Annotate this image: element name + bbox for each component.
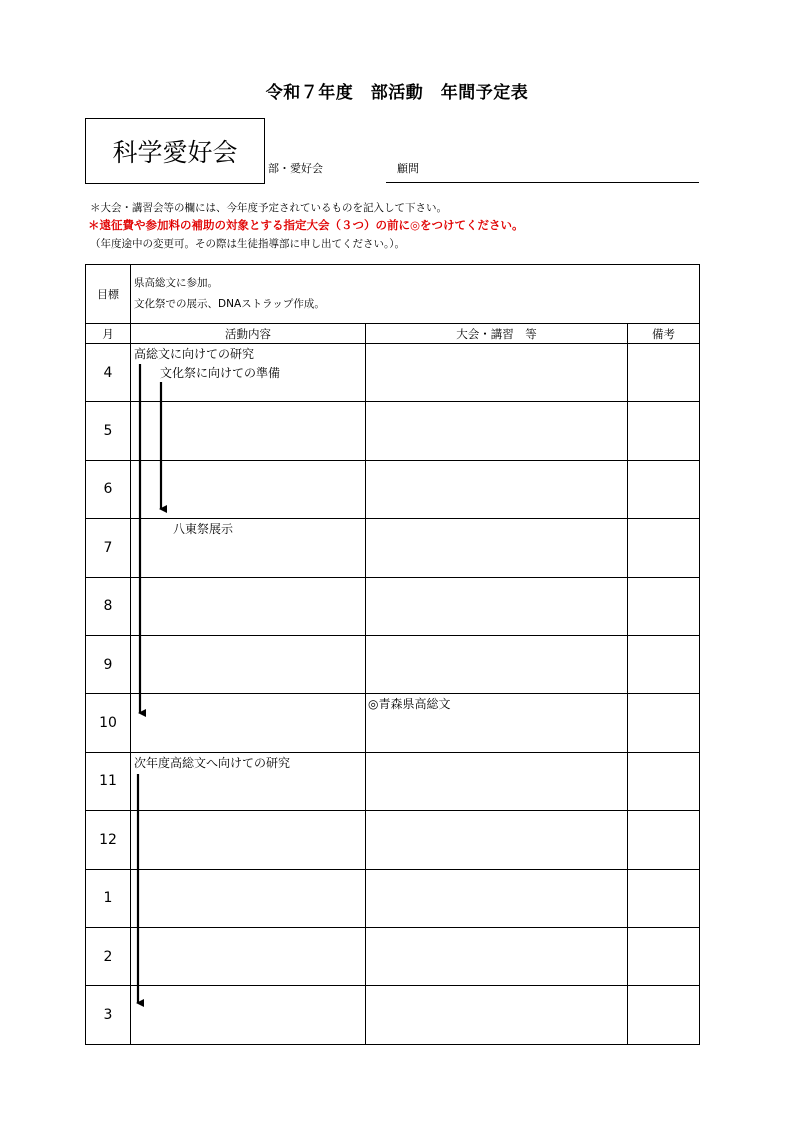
month-cell: 5 — [86, 402, 131, 460]
competition-cell — [366, 927, 628, 985]
month-row — [86, 811, 700, 869]
activity-cell — [131, 986, 366, 1044]
remarks-cell — [628, 460, 700, 518]
remarks-cell — [628, 927, 700, 985]
note-instruction: ＊大会・講習会等の欄には、今年度予定されているものを記入して下さい。 — [90, 202, 447, 214]
competition-cell — [366, 635, 628, 693]
club-name-box — [85, 118, 265, 184]
competition-cell — [366, 694, 628, 752]
header-row — [86, 324, 700, 344]
advisor-label: 顧問 — [397, 162, 419, 175]
month-row — [86, 460, 700, 518]
month-cell: 10 — [86, 694, 131, 752]
month-row — [86, 869, 700, 927]
month-cell: 1 — [86, 869, 131, 927]
remarks-cell — [628, 344, 700, 402]
remarks-cell — [628, 402, 700, 460]
club-type-label: 部・愛好会 — [268, 162, 323, 175]
advisor-underline — [386, 182, 699, 183]
header-competitions: 大会・講習 等 — [366, 324, 628, 344]
remarks-cell — [628, 811, 700, 869]
month-row — [86, 519, 700, 577]
month-cell: 12 — [86, 811, 131, 869]
goal-line: 文化祭での展示、DNAストラップ作成。 — [134, 298, 325, 310]
activity-cell — [131, 927, 366, 985]
competition-cell — [366, 402, 628, 460]
month-cell: 2 — [86, 927, 131, 985]
month-row — [86, 694, 700, 752]
goal-label: 目標 — [86, 265, 131, 324]
month-cell: 9 — [86, 635, 131, 693]
activity-cell — [131, 519, 366, 577]
header-activities: 活動内容 — [131, 324, 366, 344]
club-name: 科学愛好会 — [112, 138, 238, 167]
activity-cell — [131, 402, 366, 460]
competition-cell — [366, 986, 628, 1044]
competition-cell — [366, 519, 628, 577]
goal-content — [131, 265, 700, 324]
goal-row — [86, 265, 700, 324]
activity-text: 高総文に向けての研究 — [134, 347, 255, 361]
competition-cell — [366, 460, 628, 518]
competition-cell — [366, 811, 628, 869]
goal-line: 県高総文に参加。 — [134, 277, 218, 289]
month-row — [86, 752, 700, 810]
month-row — [86, 927, 700, 985]
month-row — [86, 986, 700, 1044]
note-important: ＊遠征費や参加料の補助の対象とする指定大会（３つ）の前に◎をつけてください。 — [88, 218, 524, 232]
remarks-cell — [628, 869, 700, 927]
page-title: 令和７年度 部活動 年間予定表 — [265, 83, 529, 103]
header-month: 月 — [86, 324, 131, 344]
activity-cell — [131, 694, 366, 752]
month-row — [86, 577, 700, 635]
month-cell: 3 — [86, 986, 131, 1044]
activity-cell — [131, 869, 366, 927]
activity-cell — [131, 635, 366, 693]
month-row — [86, 402, 700, 460]
remarks-cell — [628, 752, 700, 810]
month-cell: 7 — [86, 519, 131, 577]
remarks-cell — [628, 694, 700, 752]
activity-text: 次年度高総文へ向けての研究 — [134, 755, 291, 770]
month-cell: 8 — [86, 577, 131, 635]
month-row — [86, 635, 700, 693]
annual-plan-table — [85, 264, 700, 1045]
month-row — [86, 344, 700, 402]
activity-cell — [131, 752, 366, 810]
month-cell: 6 — [86, 460, 131, 518]
competition-text: ◎青森県高総文 — [368, 697, 451, 712]
activity-cell — [131, 577, 366, 635]
note-change: （年度途中の変更可。その際は生徒指導部に申し出てください。）。 — [90, 238, 405, 250]
activity-subtext: 文化祭に向けての準備 — [160, 366, 281, 380]
activity-cell — [131, 460, 366, 518]
competition-cell — [366, 752, 628, 810]
remarks-cell — [628, 577, 700, 635]
remarks-cell — [628, 986, 700, 1044]
competition-cell — [366, 577, 628, 635]
activity-subtext: 八東祭展示 — [173, 522, 234, 537]
competition-cell — [366, 344, 628, 402]
activity-cell — [131, 811, 366, 869]
month-cell: 11 — [86, 752, 131, 810]
remarks-cell — [628, 519, 700, 577]
month-cell: 4 — [86, 344, 131, 402]
activity-cell — [131, 344, 366, 402]
header-remarks: 備考 — [628, 324, 700, 344]
competition-cell — [366, 869, 628, 927]
remarks-cell — [628, 635, 700, 693]
